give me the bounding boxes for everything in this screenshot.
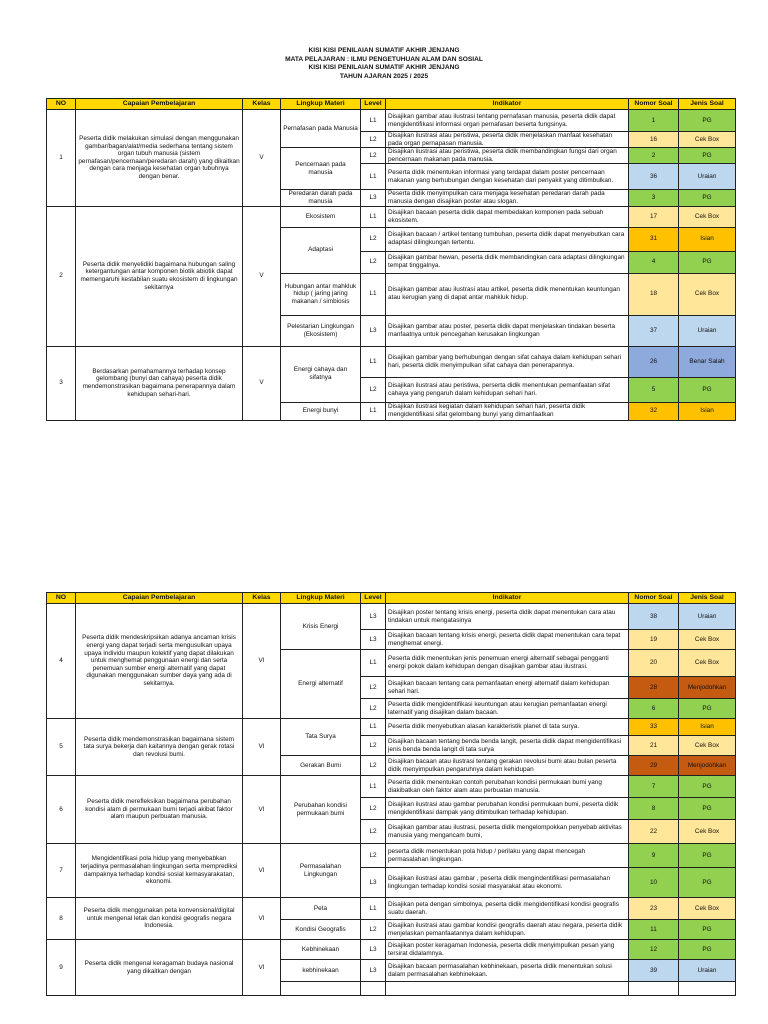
level: L3 xyxy=(361,960,386,982)
column-header: Capaian Pembelajaran xyxy=(76,593,243,604)
level: L2 xyxy=(361,920,386,940)
nomor-soal: 9 xyxy=(629,844,679,868)
nomor-soal: 16 xyxy=(629,132,679,148)
level: L1 xyxy=(361,346,386,377)
column-header: Jenis Soal xyxy=(679,99,736,110)
header-line-4: TAHUN AJARAN 2025 / 2025 xyxy=(339,73,429,81)
jenis-soal: Cek Box xyxy=(679,273,736,315)
jenis-soal: PG xyxy=(679,251,736,273)
indikator: Disajikan peta dengan simbolnya, peserta didik mengidentifikasi kondisi geografis suatu daerah. xyxy=(386,898,629,920)
column-header: Level xyxy=(361,99,386,110)
indikator: Disajikan poster tentang krisis energi, peserta didik dapat menentukan cara atau tindakan untuk mengatasinya xyxy=(386,604,629,630)
indikator: Disajikan gambar hewan, peserta didik membandingkan cara adaptasi dilingkungan tempat tinggalnya. xyxy=(386,251,629,273)
level: L2 xyxy=(361,677,386,699)
indikator: Disajikan ilustrasi kegiatan dalam kehidupan sehari hari, peserta didik mengidentifikasi sifat gelombang bunyi yang dimanfaatkan xyxy=(386,402,629,420)
level: L2 xyxy=(361,132,386,148)
indikator: Disajikan ilustrasi atau peristiwa, peserta didik menjelaskan manfaat kesehatan pada organ pernapasan manusia. xyxy=(386,132,629,148)
nomor-soal: 8 xyxy=(629,798,679,820)
table-row xyxy=(47,604,736,630)
kelas: VI xyxy=(243,604,281,719)
jenis-soal: PG xyxy=(679,844,736,868)
indikator: Disajikan bacaan / artikel tentang tumbuhan, peserta didik dapat menyebutkan cara adaptasi dilingkungan tertentu. xyxy=(386,227,629,251)
row-number: 9 xyxy=(47,940,76,996)
kelas: VI xyxy=(243,898,281,940)
jenis-soal: Cek Box xyxy=(679,650,736,677)
jenis-soal: PG xyxy=(679,776,736,798)
lingkup-materi: kebhinekaan xyxy=(281,960,361,982)
jenis-soal: PG xyxy=(679,190,736,206)
lingkup-materi: Gerakan Bumi xyxy=(281,756,361,776)
kelas: V xyxy=(243,110,281,207)
nomor-soal: 36 xyxy=(629,164,679,190)
level: L2 xyxy=(361,227,386,251)
nomor-soal: 2 xyxy=(629,148,679,164)
row-number: 1 xyxy=(47,110,76,207)
jenis-soal: Menjodohkan xyxy=(679,756,736,776)
jenis-soal: Cek Box xyxy=(679,132,736,148)
table-row xyxy=(47,898,736,920)
row-number: 4 xyxy=(47,604,76,719)
column-header: Nomor Soal xyxy=(629,99,679,110)
row-number: 8 xyxy=(47,898,76,940)
capaian-pembelajaran: Mengidentifikasi pola hidup yang menyebabkan terjadinya permasalahan lingkungan serta memprediksi dampaknya terhadap kondisi sosial kemasyarakatan, ekonomi. xyxy=(76,844,243,898)
level: L1 xyxy=(361,110,386,132)
level: L2 xyxy=(361,699,386,719)
nomor-soal: 38 xyxy=(629,604,679,630)
level: L2 xyxy=(361,251,386,273)
lingkup-materi: Kebhinekaan xyxy=(281,940,361,960)
level: L1 xyxy=(361,164,386,190)
jenis-soal xyxy=(679,982,736,996)
level: L2 xyxy=(361,377,386,402)
indikator: Disajikan gambar atau ilustrasi atau artikel, peserta didik menentukan keuntungan atau kerugian yang di dapat antar mahkluk hidup. xyxy=(386,273,629,315)
lingkup-materi: Energi cahaya dan sifatnya xyxy=(281,346,361,402)
nomor-soal: 20 xyxy=(629,650,679,677)
jenis-soal: Uraian xyxy=(679,960,736,982)
indikator: Disajikan ilustrasi atau peristiwa, peserta didik membandingkan fungsi dari organ pencernaan makanan pada manusia. xyxy=(386,148,629,164)
indikator: Peserta didik menyebutkan alasan karakteristik planet di tata surya. xyxy=(386,719,629,736)
indikator: Disajikan bacaan peserta didik dapat membedakan komponen pada sebuah ekosistem. xyxy=(386,206,629,227)
lingkup-materi: Hubungan antar mahkluk hidup ( jaring jaring makanan / simbiosis xyxy=(281,273,361,315)
nomor-soal: 11 xyxy=(629,920,679,940)
capaian-pembelajaran: Peserta didik merefleksikan bagaimana perubahan kondisi alam di permukaan bumi terjadi akibat faktor alam maupun perbuatan manusia. xyxy=(76,776,243,844)
lingkup-materi: Energi bunyi xyxy=(281,402,361,420)
level: L1 xyxy=(361,402,386,420)
level: L2 xyxy=(361,736,386,756)
jenis-soal: Benar Salah xyxy=(679,346,736,377)
header-row xyxy=(47,593,736,604)
row-number: 5 xyxy=(47,719,76,776)
row-number: 6 xyxy=(47,776,76,844)
level: L1 xyxy=(361,273,386,315)
table-row xyxy=(47,940,736,960)
nomor-soal: 22 xyxy=(629,820,679,844)
indikator: peserta didik menentukan pola hidup / perilaku yang dapat mencegah permasalahan lingkungan. xyxy=(386,844,629,868)
kelas: VI xyxy=(243,776,281,844)
jenis-soal: PG xyxy=(679,377,736,402)
nomor-soal xyxy=(629,982,679,996)
jenis-soal: Isian xyxy=(679,227,736,251)
jenis-soal: Uraian xyxy=(679,164,736,190)
kisi-kisi-table-1 xyxy=(46,98,736,421)
kelas: V xyxy=(243,346,281,420)
nomor-soal: 10 xyxy=(629,868,679,898)
level: L1 xyxy=(361,650,386,677)
jenis-soal: Uraian xyxy=(679,604,736,630)
level: L3 xyxy=(361,190,386,206)
jenis-soal: PG xyxy=(679,798,736,820)
table-row xyxy=(47,346,736,377)
indikator: Disajikan bacaan atau ilustrasi tentang gerakan revolusi bumi atau bulan peserta didik menyimpulkan pengaruhnya dalam kehidupan xyxy=(386,756,629,776)
jenis-soal: Cek Box xyxy=(679,736,736,756)
column-header: NO xyxy=(47,593,76,604)
nomor-soal: 12 xyxy=(629,940,679,960)
capaian-pembelajaran: Peserta didik menyelidiki bagaimana hubungan saling ketergantungan antar komponen biotik abiotik dapat memengaruhi kestabilan suatu ekosistem di lingkungan sekitarnya xyxy=(76,206,243,346)
row-number: 2 xyxy=(47,206,76,346)
nomor-soal: 6 xyxy=(629,699,679,719)
lingkup-materi: Peta xyxy=(281,898,361,920)
indikator: Disajikan ilustrasi atau peristiwa, perserta didik menentukan pemanfaatan sifat cahaya yang pengaruh dalam kehidupan sehari hari. xyxy=(386,377,629,402)
table-row xyxy=(47,776,736,798)
nomor-soal: 28 xyxy=(629,677,679,699)
nomor-soal: 3 xyxy=(629,190,679,206)
capaian-pembelajaran: Berdasarkan pemahamannya terhadap konsep gelombang (bunyi dan cahaya) peserta didik mendemonstrasikan bagaimana penerapannya dalam kehidupan sehari-hari. xyxy=(76,346,243,420)
level: L3 xyxy=(361,315,386,346)
nomor-soal: 31 xyxy=(629,227,679,251)
column-header: Nomor Soal xyxy=(629,593,679,604)
indikator: Disajikan bacaan tentang krisis energi, peserta didik dapat menentukan cara tepat menghemat energi. xyxy=(386,630,629,650)
indikator: Disajikan bacaan permasalahan kebhinekaan, peserta didik menentukan solusi dalam permasalahan kebhinekaan. xyxy=(386,960,629,982)
nomor-soal: 23 xyxy=(629,898,679,920)
capaian-pembelajaran: Peserta didik mengenal keragaman budaya nasional yang dikaitkan dengan xyxy=(76,940,243,996)
jenis-soal: Uraian xyxy=(679,315,736,346)
indikator: Disajikan ilustrasi atau gambar perubahan kondisi permukaan bumi, peserta didik mengidentifikasi dampak yang ditimbulkan terhadap kehidupan. xyxy=(386,798,629,820)
jenis-soal: PG xyxy=(679,940,736,960)
lingkup-materi: Krisis Energi xyxy=(281,604,361,650)
capaian-pembelajaran: Peserta didik melakukan simulasi dengan menggunakan gambar/bagan/alat/media sederhana tentang sistem organ tubuh manusia (sistem pernafasan/pencernaan/peredaran darah) yang dikaitkan dengan cara menjaga kesehatan organ tubuhnya dengan benar. xyxy=(76,110,243,207)
nomor-soal: 1 xyxy=(629,110,679,132)
indikator: Peserta didik menyimpulkan cara menjaga kesehatan peredaran darah pada manusia dengan disajikan poster atau slogan. xyxy=(386,190,629,206)
kelas: VI xyxy=(243,719,281,776)
table-row xyxy=(47,844,736,868)
header-line-1: KISI KISI PENILAIAN SUMATIF AKHIR JENJANG xyxy=(308,47,460,54)
lingkup-materi: Adaptasi xyxy=(281,227,361,273)
lingkup-materi xyxy=(281,982,361,996)
level: L3 xyxy=(361,630,386,650)
indikator: Peserta didik menentukan informasi yang terdapat dalam poster pencernaan makanan yang berhubungan dengan kesehatan dari penyakit yang ditimbulkan. xyxy=(386,164,629,190)
lingkup-materi: Pelestarian Lingkungan (Ekosistem) xyxy=(281,315,361,346)
level: L3 xyxy=(361,868,386,898)
nomor-soal: 21 xyxy=(629,736,679,756)
indikator: Disajikan bacaan tentang cara pemanfaatan energi alternatif dalam kehidupan sehari hari. xyxy=(386,677,629,699)
indikator: Disajikan ilustrasi atau gambar kondisi geografis daerah atau negara, peserta didik menjelaskan pemanfaatannya dalam kehidupan. xyxy=(386,920,629,940)
level: L2 xyxy=(361,148,386,164)
indikator: Disajikan poster keragaman Indonesia, peserta didik menyimpulkan pesan yang tersirat didalamnya. xyxy=(386,940,629,960)
nomor-soal: 33 xyxy=(629,719,679,736)
level: L2 xyxy=(361,820,386,844)
level: L2 xyxy=(361,756,386,776)
indikator: Disajikan bacaan tentang benda benda langit, peserta didik dapat mengidentifikasi jenis benda benda langit di tata surya xyxy=(386,736,629,756)
capaian-pembelajaran: Peserta didik menggunakan peta konvensional/digital untuk mengenal letak dan kondisi geografis negara Indonesia. xyxy=(76,898,243,940)
indikator: Disajikan gambar atau ilustrasi tentang pernafasan manusia, peserta didik dapat mengidentifikasi informasi organ pernafasan beserta fungsinya. xyxy=(386,110,629,132)
level xyxy=(361,982,386,996)
lingkup-materi: Pernafasan pada Manusia xyxy=(281,110,361,148)
document-header xyxy=(0,47,768,82)
table-row xyxy=(47,719,736,736)
column-header: Kelas xyxy=(243,99,281,110)
lingkup-materi: Permasalahan Lingkungan xyxy=(281,844,361,898)
jenis-soal: Menjodohkan xyxy=(679,677,736,699)
indikator: Peserta didik menentukan contoh perubahan kondisi permukaan bumi yang diakibatkan oleh faktor alam atau perbuatan manusia. xyxy=(386,776,629,798)
lingkup-materi: Energi alternatif xyxy=(281,650,361,719)
jenis-soal: Cek Box xyxy=(679,630,736,650)
column-header: Level xyxy=(361,593,386,604)
nomor-soal: 19 xyxy=(629,630,679,650)
row-number: 7 xyxy=(47,844,76,898)
level: L1 xyxy=(361,719,386,736)
nomor-soal: 32 xyxy=(629,402,679,420)
indikator: Disajikan gambar atau ilustrasi, peserta didik mengelompokkan penyebab aktivitas manusia yang mengancam bumi, xyxy=(386,820,629,844)
lingkup-materi: Tata Surya xyxy=(281,719,361,756)
capaian-pembelajaran: Peserta didik mendemonstrasikan bagaimana sistem tata surya bekerja dan kaitannya dengan gerak rotasi dan revolusi bumi. xyxy=(76,719,243,776)
jenis-soal: Cek Box xyxy=(679,820,736,844)
jenis-soal: Isian xyxy=(679,719,736,736)
level: L3 xyxy=(361,604,386,630)
indikator: Peserta didik mengidentifikasi keuntungan atau kerugian pemanfaatan energi laternatif yang disajikan dalam bacaan. xyxy=(386,699,629,719)
nomor-soal: 39 xyxy=(629,960,679,982)
jenis-soal: Cek Box xyxy=(679,206,736,227)
column-header: Capaian Pembelajaran xyxy=(76,99,243,110)
level: L2 xyxy=(361,798,386,820)
jenis-soal: Isian xyxy=(679,402,736,420)
column-header: Indikator xyxy=(386,99,629,110)
column-header: NO xyxy=(47,99,76,110)
lingkup-materi: Perubahan kondisi permukaan bumi xyxy=(281,776,361,844)
column-header: Kelas xyxy=(243,593,281,604)
jenis-soal: PG xyxy=(679,148,736,164)
nomor-soal: 5 xyxy=(629,377,679,402)
table-row xyxy=(47,206,736,227)
column-header: Lingkup Materi xyxy=(281,99,361,110)
indikator: Disajikan gambar yang berhubungan dengan sifat cahaya dalam kehidupan sehari hari, peserta didik menyimpulkan sifat cahaya dan penerapannya. xyxy=(386,346,629,377)
jenis-soal: PG xyxy=(679,699,736,719)
row-number: 3 xyxy=(47,346,76,420)
indikator: Disajikan gambar atau poster, peserta didik dapat menjelaskan tindakan beserta manfaatnya untuk pencegahan kerusakan lingkungan xyxy=(386,315,629,346)
level: L1 xyxy=(361,206,386,227)
jenis-soal: PG xyxy=(679,868,736,898)
level: L2 xyxy=(361,844,386,868)
column-header: Jenis Soal xyxy=(679,593,736,604)
nomor-soal: 37 xyxy=(629,315,679,346)
lingkup-materi: Pencernaan pada manusia xyxy=(281,148,361,190)
level: L1 xyxy=(361,776,386,798)
jenis-soal: PG xyxy=(679,110,736,132)
capaian-pembelajaran: Peserta didik mendeskripsikan adanya ancaman krisis energi yang dapat terjadi serta mengusulkan upaya upaya individu maupun kolektif yang dapat dilakukan untuk menghemat penggunaan energi dan serta penemuan sumber energi alternatif yang dapat digunakan menggunakan sumber daya yang ada di sekitarnya. xyxy=(76,604,243,719)
header-row xyxy=(47,99,736,110)
kelas: VI xyxy=(243,844,281,898)
jenis-soal: PG xyxy=(679,920,736,940)
level: L3 xyxy=(361,940,386,960)
column-header: Lingkup Materi xyxy=(281,593,361,604)
indikator: Disajikan ilustrasi atau gambar , peserta didik mengindentifikasi permasalahan lingkungan terhadap kondisi sosial masyarakat atau ekonomi. xyxy=(386,868,629,898)
level: L1 xyxy=(361,898,386,920)
kelas: VI xyxy=(243,940,281,996)
nomor-soal: 18 xyxy=(629,273,679,315)
header-line-3: KISI KISI PENILAIAN SUMATIF AKHIR JENJANG xyxy=(308,64,460,72)
nomor-soal: 7 xyxy=(629,776,679,798)
jenis-soal: Cek Box xyxy=(679,898,736,920)
nomor-soal: 4 xyxy=(629,251,679,273)
lingkup-materi: Ekosistem xyxy=(281,206,361,227)
nomor-soal: 29 xyxy=(629,756,679,776)
lingkup-materi: Peredaran darah pada manusia xyxy=(281,190,361,206)
kelas: V xyxy=(243,206,281,346)
nomor-soal: 26 xyxy=(629,346,679,377)
column-header: Indikator xyxy=(386,593,629,604)
indikator xyxy=(386,982,629,996)
table-row xyxy=(47,110,736,132)
header-line-2: MATA PELAJARAN : ILMU PENGETUHUAN ALAM DAN SOSIAL xyxy=(285,55,483,63)
kisi-kisi-table-2 xyxy=(46,592,736,996)
indikator: Peserta didik menentukan jenis penemuan energi alternatif sebagai pengganti energi pokok dalam kehidupan dengan disajikan gambar atau ilustrasi. xyxy=(386,650,629,677)
nomor-soal: 17 xyxy=(629,206,679,227)
lingkup-materi: Kondisi Geografis xyxy=(281,920,361,940)
